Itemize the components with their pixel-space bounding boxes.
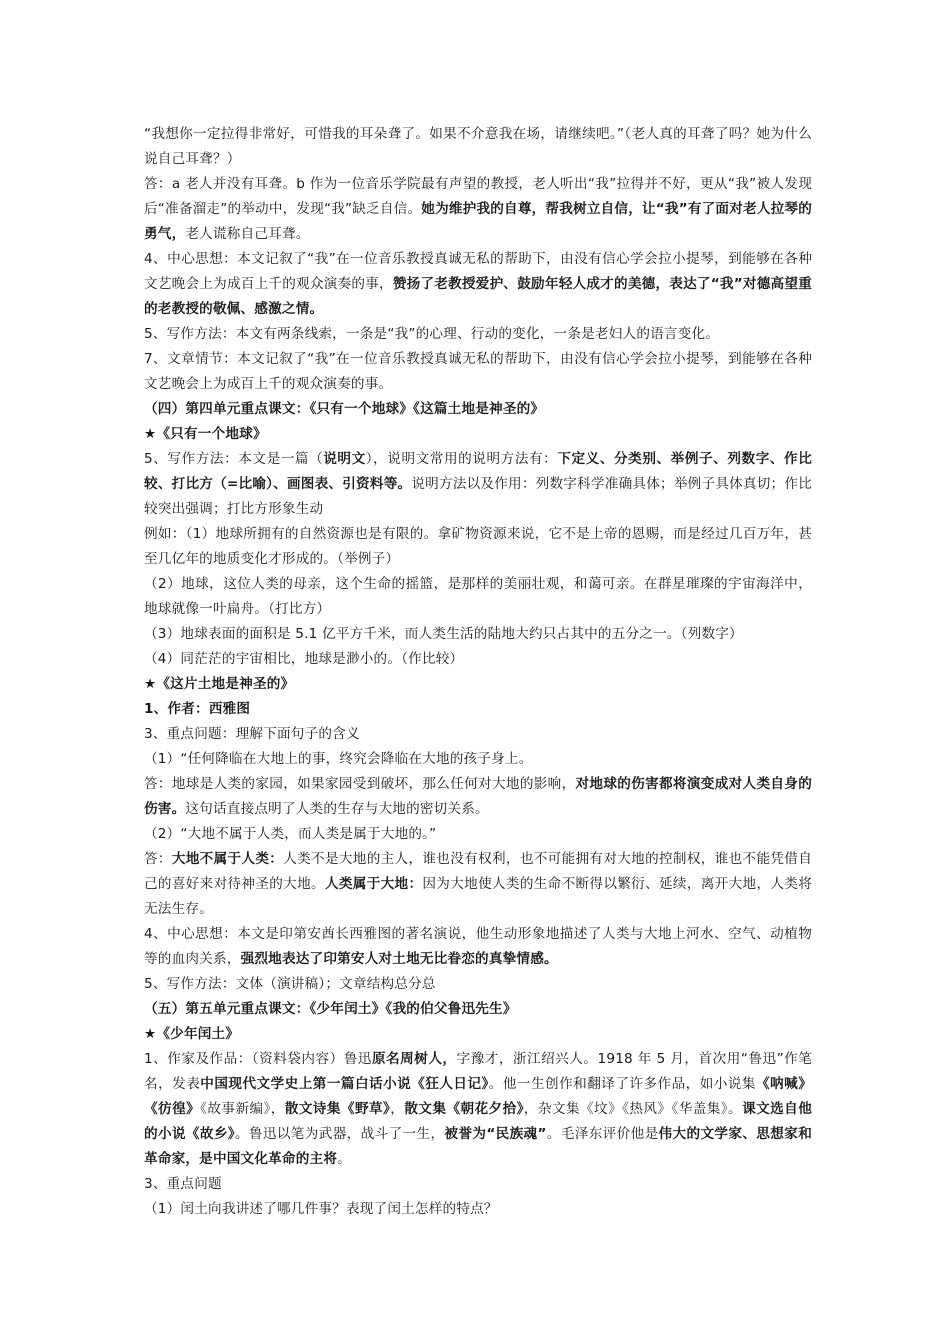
- text-run: （2）“大地不属于人类，而人类是属于大地的。”: [144, 826, 437, 842]
- paragraph: [144, 1197, 812, 1222]
- paragraph: [144, 997, 812, 1022]
- paragraph: [144, 747, 812, 772]
- text-run: 1、作家及作品：（资料袋内容）鲁迅: [144, 1051, 372, 1067]
- paragraph: [144, 647, 812, 672]
- bold-text-run: 中国现代文学史上第一篇白话小说《狂人日记》: [200, 1076, 489, 1092]
- paragraph: [144, 322, 812, 347]
- text-run: 。鲁迅以笔为武器，战斗了一生，: [234, 1126, 445, 1142]
- text-run: 答：a 老人并没有耳聋。b 作为一位音乐学院最有声望的教授，老人听出“我”拉得并不好，更从“我”被人发现后“准备溜走”的举动中，发现“我”缺乏自信。: [144, 176, 812, 217]
- text-run: ），说明文常用的说明方法有：: [365, 451, 558, 467]
- text-run: 7、文章情节：本文记叙了“我”在一位音乐教授真诚无私的帮助下，由没有信心学会拉小提琴，到能够在各种文艺晚会上为成百上千的观众演奏的事。: [144, 351, 812, 392]
- paragraph: [144, 1172, 812, 1197]
- text-run: 4、中心思想：本文记叙了“我”在一位音乐教授真诚无私的帮助下，由没有信心学会拉小提琴，到能够在各种文艺晚会上为成百上千的观众演奏的事，: [144, 251, 812, 292]
- text-run: 。毛泽东评价他是: [546, 1126, 659, 1142]
- bold-text-run: 课文选自他的小说《故乡》: [144, 1101, 813, 1142]
- bold-text-run: 散文集《朝花夕拾》: [404, 1101, 524, 1117]
- paragraph: [144, 122, 812, 172]
- text-run: （2）地球，这位人类的母亲，这个生命的摇篮，是那样的美丽壮观，和蔼可亲。在群星璀璨的宇宙海洋中，地球就像一叶扁舟。（打比方）: [144, 576, 812, 617]
- bold-text-run: ★《这片土地是神圣的》: [144, 676, 295, 692]
- paragraph: [144, 572, 812, 622]
- bold-text-run: ★《只有一个地球》: [144, 426, 267, 442]
- text-run: 答：: [144, 851, 172, 867]
- text-run: 人类不是大地的主人，谁也没有权利，也不可能拥有对大地的控制权，谁也不能凭借自己的喜好来对待神圣的大地。: [144, 851, 812, 892]
- text-run: 4、中心思想：本文是印第安酋长西雅图的著名演说，他生动形象地描述了人类与大地上河水、空气、动植物等的血肉关系，: [144, 926, 812, 967]
- bold-text-run: 赞扬了老教授爱护、鼓励年轻人成才的美德，表达了“我”对德高望重的老教授的敬佩、感激之情。: [144, 276, 812, 317]
- text-run: 3、重点问题: [144, 1176, 222, 1192]
- bold-text-run: 原名周树人，: [371, 1051, 457, 1067]
- text-run: 说明方法以及作用：列数字科学准确具体；举例子具体真切；作比较突出强调；打比方形象生动: [144, 476, 812, 517]
- text-run: 因为大地使人类的生命不断得以繁衍、延续，离开大地，人类将无法生存。: [144, 876, 812, 917]
- paragraph: [144, 847, 812, 922]
- text-run: 5、写作方法：文体（演讲稿）；文章结构总分总: [144, 976, 436, 992]
- paragraph: [144, 1047, 812, 1172]
- paragraph: [144, 397, 812, 422]
- paragraph: [144, 522, 812, 572]
- bold-text-run: （四）第四单元重点课文：《只有一个地球》《这篇土地是神圣的》: [144, 401, 545, 417]
- text-run: 老人谎称自己耳聋。: [185, 226, 310, 242]
- bold-text-run: 被誉为“民族魂”: [444, 1126, 547, 1142]
- document-page: [144, 122, 812, 1222]
- text-run: （4）同茫茫的宇宙相比，地球是渺小的。（作比较）: [144, 651, 464, 667]
- text-run: ，杂文集《坟》《热风》《华盖集》。: [523, 1101, 743, 1117]
- paragraph: [144, 447, 812, 522]
- bold-text-run: 下定义、分类别、举例子、列数字、作比较、打比方（=比喻）、画图表、引资料等。: [144, 451, 812, 492]
- paragraph: [144, 347, 812, 397]
- text-run: （1）“任何降临在大地上的事，终究会降临在大地的孩子身上。: [144, 751, 533, 767]
- bold-text-run: 散文诗集《野草》: [284, 1101, 391, 1117]
- bold-text-run: 说明文: [323, 451, 366, 467]
- text-run: 。他一生创作和翻译了许多作品，如小说集: [488, 1076, 756, 1092]
- text-run: 3、重点问题：理解下面句子的含义: [144, 726, 360, 742]
- bold-text-run: 人类属于大地：: [324, 876, 423, 892]
- paragraph: [144, 422, 812, 447]
- text-run: （3）地球表面的面积是 5.1 亿平方千米，而人类生活的陆地大约只占其中的五分之一。（列数字）: [144, 626, 743, 642]
- bold-text-run: 她为维护我的自尊，帮我树立自信，让“我”有了面对老人拉琴的勇气，: [144, 201, 812, 242]
- bold-text-run: 强烈地表达了印第安人对土地无比眷恋的真挚情感。: [240, 951, 558, 967]
- bold-text-run: 伟大的文学家、思想家和革命家，是中国文化革命的主将: [144, 1126, 812, 1167]
- document-body: [144, 122, 812, 1222]
- text-run: 5、写作方法：本文是一篇（: [144, 451, 324, 467]
- text-run: 字豫才，浙江绍兴人。1918 年 5 月，首次用“鲁迅”作笔名，发表: [144, 1051, 813, 1092]
- bold-text-run: 1、作者：西雅图: [144, 701, 251, 717]
- text-run: 这句话直接点明了人类的生存与大地的密切关系。: [185, 801, 489, 817]
- bold-text-run: 《呐喊》《彷徨》: [144, 1076, 812, 1117]
- paragraph: [144, 247, 812, 322]
- text-run: ，: [390, 1101, 405, 1117]
- paragraph: [144, 672, 812, 697]
- paragraph: [144, 972, 812, 997]
- text-run: 。: [337, 1151, 351, 1167]
- text-run: “我想你一定拉得非常好，可惜我的耳朵聋了。如果不介意我在场，请继续吧。”（老人真的耳聋了吗？她为什么说自己耳聋？）: [144, 126, 812, 167]
- paragraph: [144, 697, 812, 722]
- bold-text-run: 大地不属于人类：: [171, 851, 284, 867]
- paragraph: [144, 722, 812, 747]
- text-run: 例如：（1）地球所拥有的自然资源也是有限的。拿矿物资源来说，它不是上帝的恩赐，而是经过几百万年，甚至几亿年的地质变化才形成的。（举例子）: [144, 526, 812, 567]
- bold-text-run: ★《少年闰土》: [144, 1026, 240, 1042]
- text-run: （1）闰土向我讲述了哪几件事？表现了闰土怎样的特点？: [144, 1201, 498, 1217]
- text-run: 5、写作方法：本文有两条线索，一条是“我”的心理、行动的变化，一条是老妇人的语言变化。: [144, 326, 720, 342]
- bold-text-run: （五）第五单元重点课文：《少年闰土》《我的伯父鲁迅先生》: [144, 1001, 517, 1017]
- paragraph: [144, 822, 812, 847]
- paragraph: [144, 922, 812, 972]
- bold-text-run: 对地球的伤害都将演变成对人类自身的伤害。: [144, 776, 812, 817]
- paragraph: [144, 772, 812, 822]
- text-run: 《故事新编》，: [200, 1101, 285, 1117]
- paragraph: [144, 1022, 812, 1047]
- paragraph: [144, 622, 812, 647]
- paragraph: [144, 172, 812, 247]
- text-run: 答：地球是人类的家园，如果家园受到破坏，那么任何对大地的影响，: [144, 776, 576, 792]
